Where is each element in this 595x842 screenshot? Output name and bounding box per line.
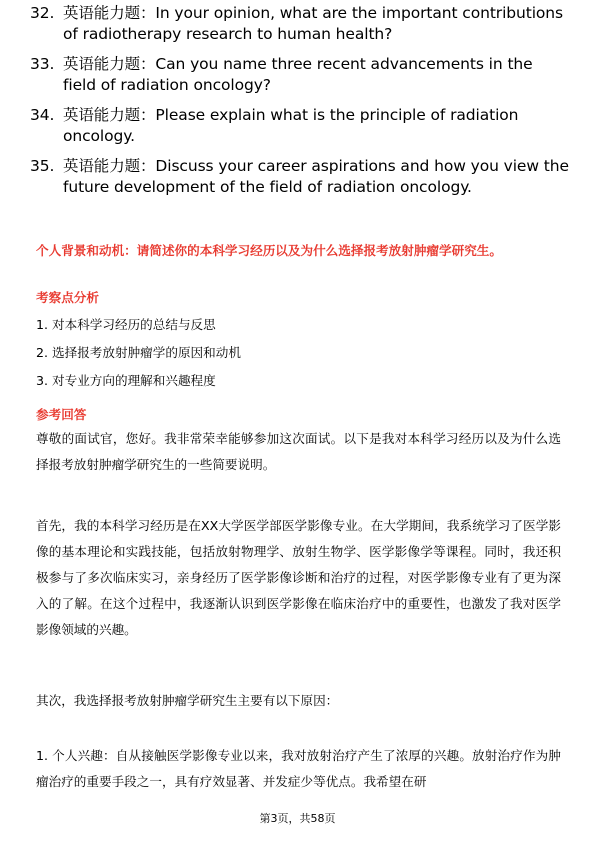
answer-heading: 参考回答: [36, 407, 87, 422]
question-prefix: 英语能力题：: [63, 106, 156, 124]
answer-paragraph: 首先，我的本科学习经历是在XX大学医学部医学影像专业。在大学期间，我系统学习了医学影像的基本理论和实践技能，包括放射物理学、放射生物学、医学影像学等课程。同时，我还积极参与了多次临床实习，亲身经历了医学影像诊断和治疗的过程，对医学影像专业有了更为深入的了解。在这个过程中，我逐渐认识到医学影像在临床治疗中的重要性，也激发了我对医学影像领域的兴趣。: [36, 518, 561, 637]
question-number: 35.: [30, 157, 55, 175]
main-question-heading: 个人背景和动机：请简述你的本科学习经历以及为什么选择报考放射肿瘤学研究生。: [36, 243, 502, 258]
question-text: Can you name three recent advancements in the field of radiation oncology?: [63, 55, 533, 94]
analysis-heading: 考察点分析: [36, 290, 99, 305]
analysis-point: 1. 对本科学习经历的总结与反思: [36, 317, 216, 332]
question-item: [30, 156, 570, 198]
question-number: 34.: [30, 106, 55, 124]
question-text: Please explain what is the principle of radiation oncology.: [63, 106, 519, 145]
page-footer: 第3页，共58页: [259, 812, 336, 825]
question-prefix: 英语能力题：: [63, 157, 156, 175]
question-list: [30, 3, 570, 207]
question-text: In your opinion, what are the important contributions of radiotherapy research to human health?: [63, 4, 564, 43]
question-number: 33.: [30, 55, 55, 73]
question-item: [30, 3, 570, 45]
question-prefix: 英语能力题：: [63, 55, 156, 73]
question-prefix: 英语能力题：: [63, 4, 156, 22]
answer-paragraph: 1. 个人兴趣：自从接触医学影像专业以来，我对放射治疗产生了浓厚的兴趣。放射治疗作为肿瘤治疗的重要手段之一，具有疗效显著、并发症少等优点。我希望在研: [36, 748, 561, 789]
question-item: [30, 54, 570, 96]
analysis-point: 3. 对专业方向的理解和兴趣程度: [36, 373, 216, 388]
answer-paragraph: 尊敬的面试官，您好。我非常荣幸能够参加这次面试。以下是我对本科学习经历以及为什么选择报考放射肿瘤学研究生的一些简要说明。: [36, 431, 561, 472]
answer-paragraph: 其次，我选择报考放射肿瘤学研究生主要有以下原因：: [36, 693, 339, 708]
analysis-point: 2. 选择报考放射肿瘤学的原因和动机: [36, 345, 241, 360]
question-number: 32.: [30, 4, 55, 22]
question-text: Discuss your career aspirations and how you view the future development of the field of radiation oncology.: [63, 157, 569, 196]
question-item: [30, 105, 570, 147]
